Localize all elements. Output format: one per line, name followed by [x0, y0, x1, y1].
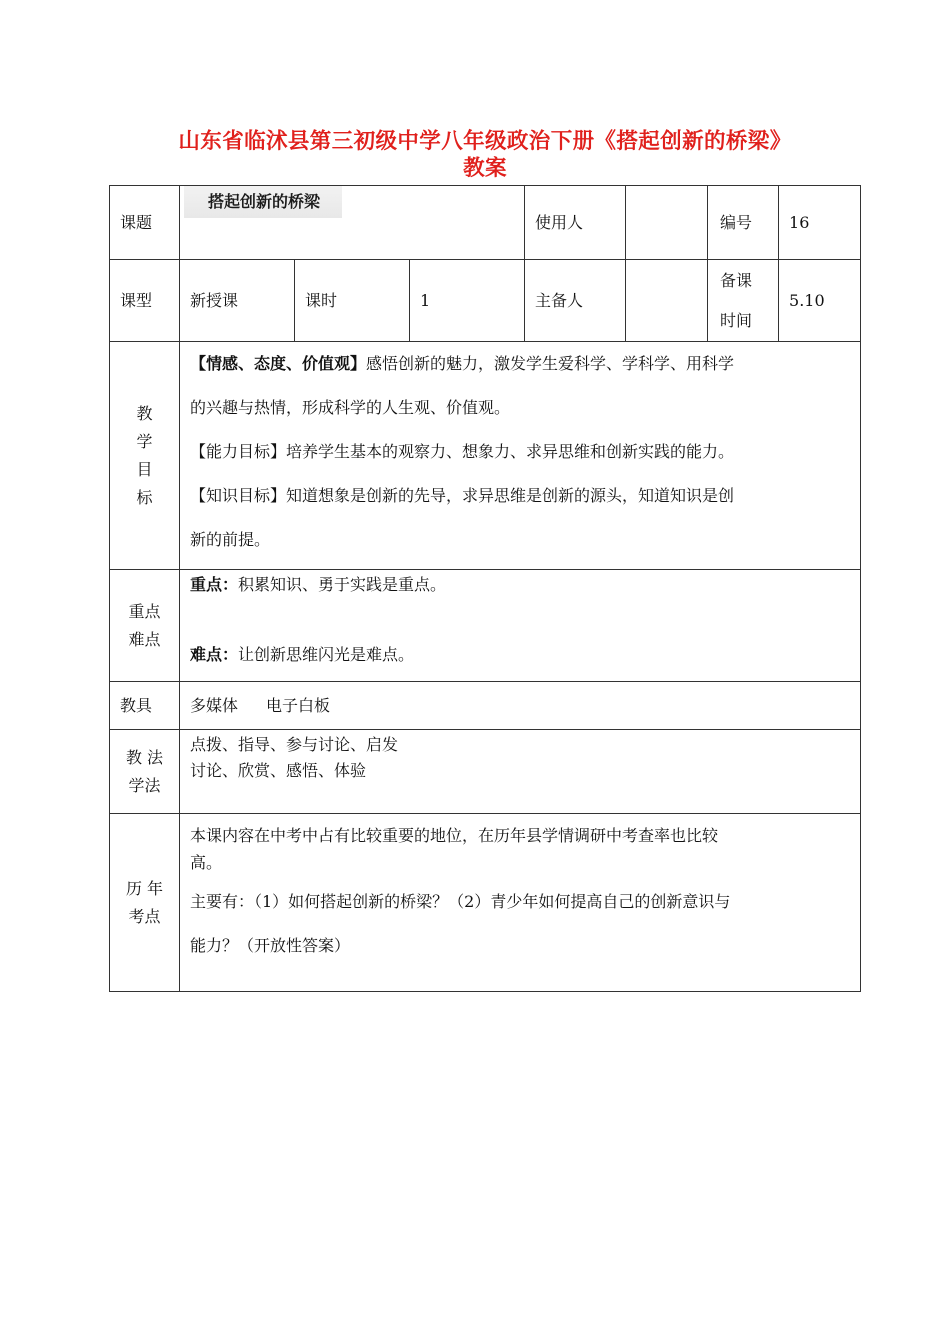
exam-points-content — [180, 814, 861, 992]
ability-tag: 【能力目标】 — [190, 442, 287, 461]
tools-label: 教具 — [110, 682, 180, 730]
hours-value: 1 — [410, 260, 525, 342]
row-objectives — [110, 342, 861, 570]
user-label: 使用人 — [525, 186, 626, 260]
row-topic — [110, 186, 861, 260]
type-value: 新授课 — [180, 260, 295, 342]
document-title — [110, 128, 860, 182]
tool-item-whiteboard: 电子白板 — [266, 695, 331, 715]
spacer — [190, 598, 860, 642]
preparer-label: 主备人 — [525, 260, 626, 342]
objectives-label — [110, 342, 180, 570]
teaching-methods: 点拨、指导、参与讨论、启发 — [190, 735, 399, 754]
emotion-objective-cont: 的兴趣与热情，形成科学的人生观、价值观。 — [190, 398, 511, 417]
objectives-label-char: 目 — [136, 459, 153, 479]
user-value — [626, 186, 708, 260]
prep-time-label — [708, 260, 779, 342]
exam-points-label — [110, 814, 180, 992]
difficult-point — [190, 642, 860, 668]
row-type — [110, 260, 861, 342]
difficult-point-tag: 难点： — [190, 645, 239, 664]
hours-label: 课时 — [295, 260, 410, 342]
tool-item-multimedia: 多媒体 — [190, 695, 239, 715]
objectives-label-char: 教 — [136, 403, 153, 423]
row-exam-points — [110, 814, 861, 992]
emotion-objective — [190, 342, 860, 386]
exam-text-3: 主要有：（1）如何搭起创新的桥梁？（2）青少年如何提高自己的创新意识与 — [190, 892, 731, 911]
methods-content — [180, 730, 861, 814]
document-title-line-1: 山东省临沭县第三初级中学八年级政治下册《搭起创新的桥梁》 — [178, 129, 792, 154]
knowledge-tag: 【知识目标】 — [190, 486, 287, 505]
key-points-label-line-1: 重点 — [128, 601, 161, 621]
preparer-value — [626, 260, 708, 342]
number-value: 16 — [779, 186, 861, 260]
key-points-content — [180, 570, 861, 682]
key-points-label-line-2: 难点 — [128, 629, 161, 649]
prep-time-label-line-1: 备课 — [720, 270, 753, 290]
objectives-content — [180, 342, 861, 570]
type-label: 课型 — [110, 260, 180, 342]
ability-objective — [190, 430, 860, 474]
methods-label-line-2: 学法 — [128, 775, 161, 795]
learning-methods: 讨论、欣赏、感悟、体验 — [190, 761, 367, 780]
topic-cell — [180, 186, 525, 260]
difficult-point-text: 让创新思维闪光是难点。 — [238, 645, 415, 664]
topic-title-image: 搭起创新的桥梁 — [184, 186, 342, 218]
row-tools — [110, 682, 861, 730]
methods-label-line-1: 教 法 — [125, 747, 164, 767]
exam-points-label-line-1: 历 年 — [125, 878, 164, 898]
row-methods — [110, 730, 861, 814]
objectives-label-char: 学 — [136, 431, 153, 451]
key-point-tag: 重点： — [190, 575, 239, 594]
topic-label: 课题 — [110, 186, 180, 260]
exam-text-4: 能力？（开放性答案） — [190, 936, 351, 955]
lesson-plan-table — [109, 185, 861, 992]
objectives-label-char: 标 — [136, 487, 153, 507]
number-label: 编号 — [708, 186, 779, 260]
key-point — [190, 572, 860, 598]
row-key-points — [110, 570, 861, 682]
knowledge-text-1: 知道想象是创新的先导，求异思维是创新的源头，知道知识是创 — [286, 486, 735, 505]
tools-content — [180, 682, 861, 730]
key-points-label — [110, 570, 180, 682]
methods-label — [110, 730, 180, 814]
exam-text-2: 高。 — [190, 853, 223, 872]
document-title-line-2: 教案 — [463, 156, 507, 181]
knowledge-objective-cont: 新的前提。 — [190, 530, 271, 549]
knowledge-objective — [190, 474, 860, 518]
prep-time-label-line-2: 时间 — [720, 310, 753, 330]
emotion-text-1: 感悟创新的魅力，激发学生爱科学、学科学、用科学 — [366, 354, 735, 373]
ability-text: 培养学生基本的观察力、想象力、求异思维和创新实践的能力。 — [286, 442, 735, 461]
prep-time-value: 5.10 — [779, 260, 861, 342]
key-point-text: 积累知识、勇于实践是重点。 — [238, 575, 447, 594]
exam-points-label-line-2: 考点 — [128, 906, 161, 926]
emotion-tag: 【情感、态度、价值观】 — [190, 354, 367, 373]
exam-text-1: 本课内容在中考中占有比较重要的地位，在历年县学情调研中考查率也比较 — [190, 826, 719, 845]
